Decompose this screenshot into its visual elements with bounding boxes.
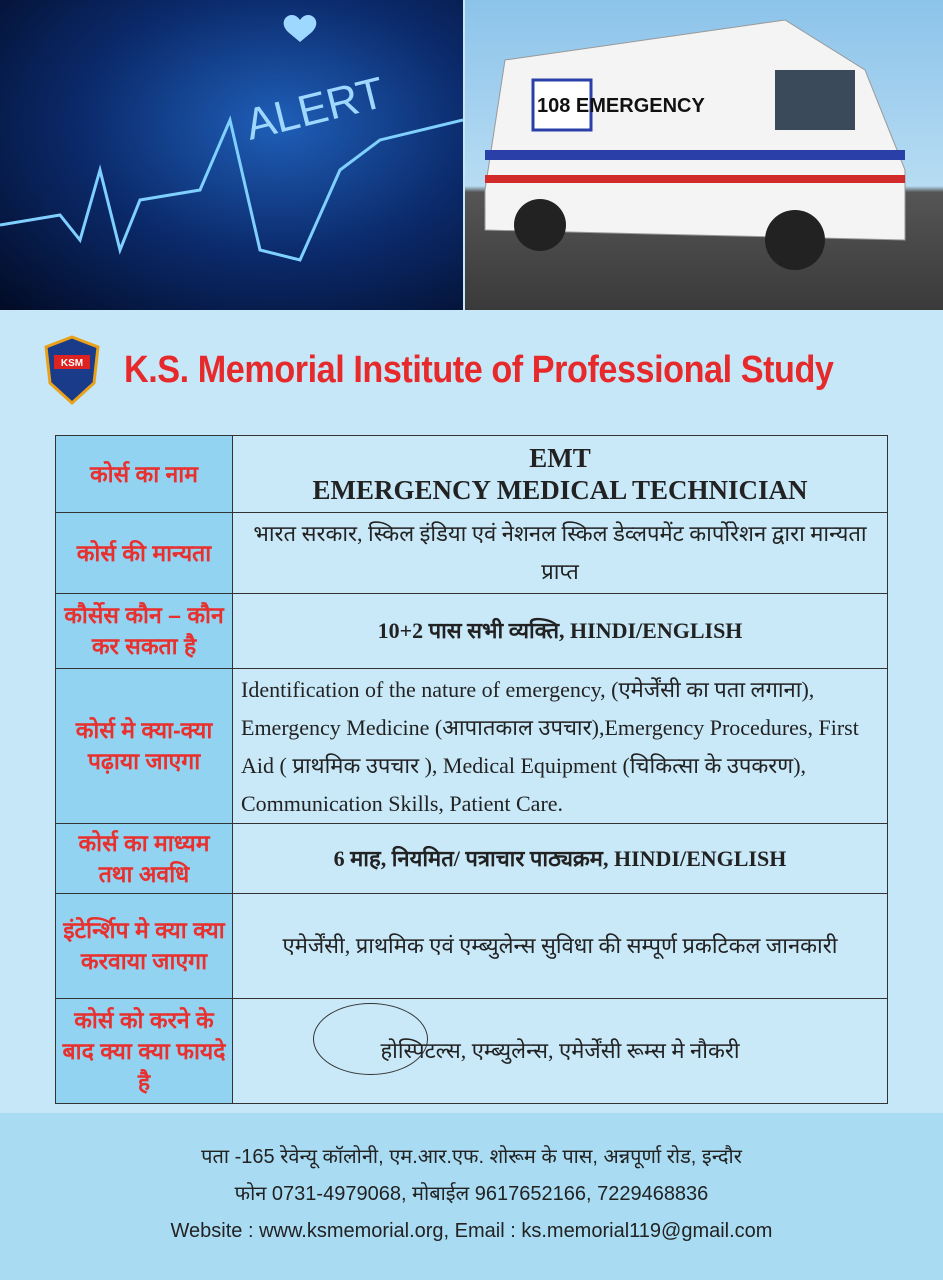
header — [40, 330, 913, 410]
course-short-name: EMT — [529, 443, 591, 473]
table-row — [56, 894, 888, 999]
course-full-name: EMERGENCY MEDICAL TECHNICIAN — [312, 475, 808, 505]
ecg-line-icon — [0, 0, 463, 310]
institute-logo — [40, 333, 104, 407]
table-row — [56, 669, 888, 824]
footer-contact — [0, 1113, 943, 1280]
svg-text:108 EMERGENCY: 108 EMERGENCY — [537, 95, 705, 117]
row-value: एमेर्जेंसी, प्राथमिक एवं एम्ब्युलेन्स सुविधा की सम्पूर्ण प्रकटिकल जानकारी — [233, 894, 888, 999]
row-value: भारत सरकार, स्किल इंडिया एवं नेशनल स्किल डेव्लपमेंट कार्पोरेशन द्वारा मान्यता प्राप्त — [233, 513, 888, 594]
row-label: कौर्सेस कौन – कौन कर सकता है — [56, 594, 233, 669]
row-label: कोर्स मे क्या-क्या पढ़ाया जाएगा — [56, 669, 233, 824]
table-row — [56, 824, 888, 894]
row-label: इंटेर्न्शिप मे क्या क्या करवाया जाएगा — [56, 894, 233, 999]
hand-drawn-circle — [313, 1003, 428, 1075]
phone: फोन 0731-4979068, मोबाईल 9617652166, 7229468836 — [234, 1183, 709, 1205]
website-email: Website : www.ksmemorial.org, Email : ks.memorial119@gmail.com — [170, 1220, 773, 1242]
ambulance-photo — [465, 0, 943, 310]
table-row — [56, 513, 888, 594]
table-row — [56, 999, 888, 1104]
institute-title: K.S. Memorial Institute of Professional Study — [124, 348, 834, 391]
course-details-table — [55, 435, 888, 1104]
row-label: कोर्स का माध्यम तथा अवधि — [56, 824, 233, 894]
row-value: 6 माह, नियमित/ पत्राचार पाठ्यक्रम, HINDI/ENGLISH — [233, 824, 888, 894]
svg-text:ALERT: ALERT — [240, 68, 390, 150]
svg-text:KSM: KSM — [60, 358, 84, 369]
row-label: कोर्स का नाम — [56, 436, 233, 513]
table-row — [56, 436, 888, 513]
table-row — [56, 594, 888, 669]
row-value: Identification of the nature of emergency, (एमेर्जेंसी का पता लगाना), Emergency Medicine (आपातकाल उपचार),Emergency Procedures, First Aid ( प्राथमिक उपचार ), Medical Equipment (चिकित्सा के उपकरण), Communication Skills, Patient Care. — [233, 669, 888, 824]
heart-monitor-photo — [0, 0, 463, 310]
row-label: कोर्स की मान्यता — [56, 513, 233, 594]
row-value: 10+2 पास सभी व्यक्ति, HINDI/ENGLISH — [233, 594, 888, 669]
row-label: कोर्स को करने के बाद क्या क्या फायदे है — [56, 999, 233, 1104]
address: पता -165 रेवेन्यू कॉलोनी, एम.आर.एफ. शोरूम के पास, अन्नपूर्णा रोड, इन्दौर — [201, 1146, 742, 1168]
row-value: होस्पिटल्स, एम्ब्युलेन्स, एमेर्जेंसी रूम्स मे नौकरी — [233, 999, 888, 1104]
